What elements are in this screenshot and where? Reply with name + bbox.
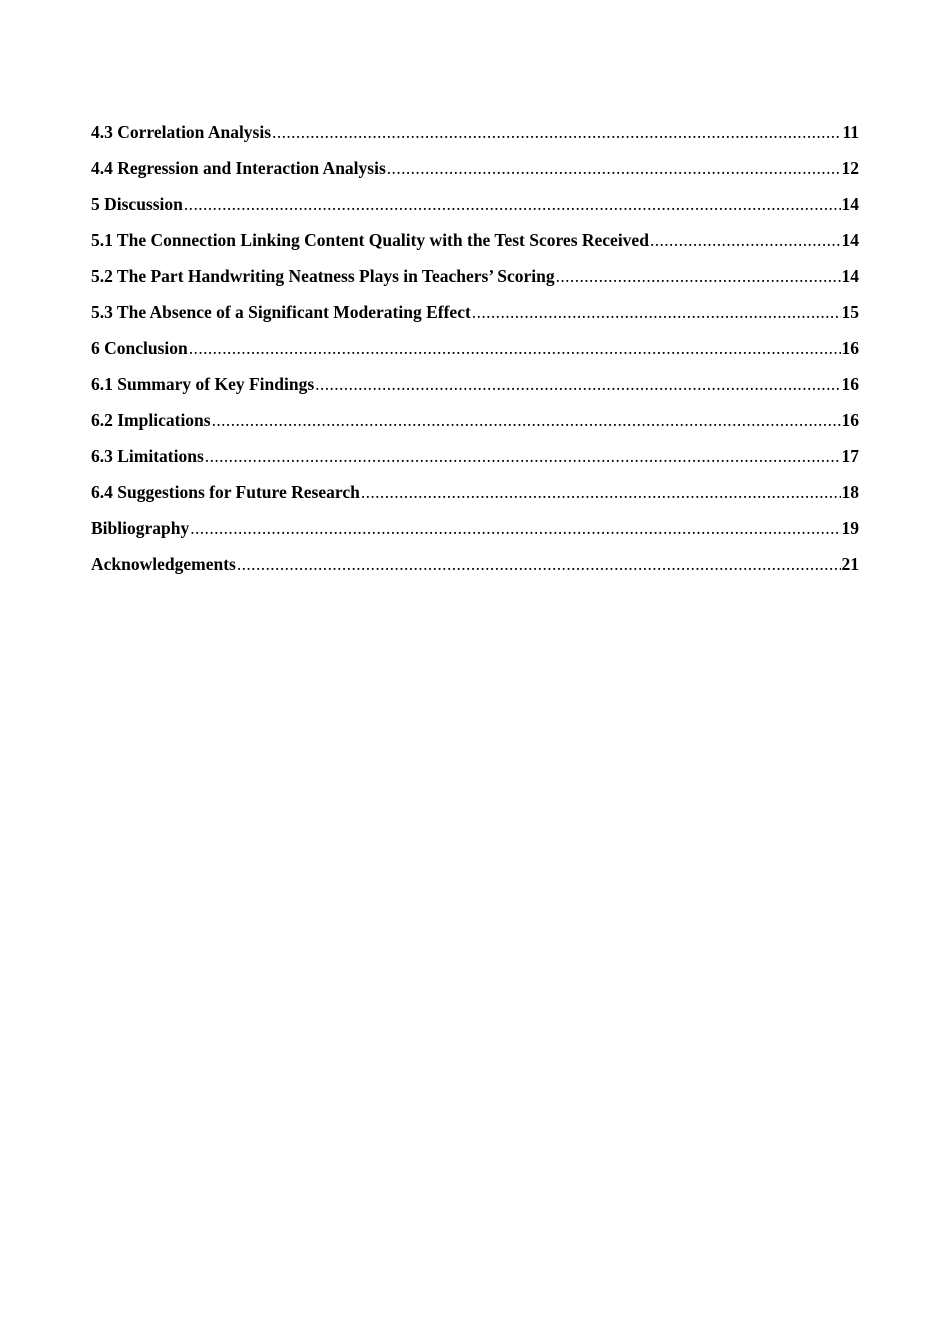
toc-dot-leader — [212, 410, 841, 431]
toc-dot-leader — [315, 374, 840, 395]
toc-dot-leader — [205, 446, 841, 467]
toc-dot-leader — [650, 230, 841, 251]
table-of-contents — [91, 122, 859, 590]
toc-entry-page: 16 — [841, 338, 859, 358]
toc-entry-4-3[interactable] — [91, 122, 859, 158]
toc-entry-page: 15 — [841, 302, 859, 322]
toc-entry-5-3[interactable] — [91, 302, 859, 338]
toc-entry-title: 5 Discussion — [91, 194, 183, 214]
toc-dot-leader — [361, 482, 841, 503]
toc-entry-title: 5.3 The Absence of a Significant Moderating Effect — [91, 302, 471, 322]
toc-entry-6[interactable] — [91, 338, 859, 374]
toc-entry-title: 6.1 Summary of Key Findings — [91, 374, 315, 394]
toc-entry-acknowledgements[interactable] — [91, 554, 859, 590]
toc-entry-title: 6.3 Limitations — [91, 446, 204, 466]
toc-entry-title: 5.2 The Part Handwriting Neatness Plays in Teachers’ Scoring — [91, 266, 555, 286]
toc-entry-page: 18 — [841, 482, 859, 502]
toc-dot-leader — [472, 302, 841, 323]
toc-entry-5-1[interactable] — [91, 230, 859, 266]
toc-entry-title: 6.2 Implications — [91, 410, 211, 430]
toc-entry-title: 6.4 Suggestions for Future Research — [91, 482, 360, 502]
toc-entry-page: 19 — [841, 518, 859, 538]
toc-entry-page: 17 — [841, 446, 859, 466]
toc-entry-page: 12 — [841, 158, 859, 178]
toc-entry-4-4[interactable] — [91, 158, 859, 194]
toc-entry-page: 11 — [842, 122, 859, 142]
toc-entry-page: 14 — [841, 266, 859, 286]
toc-entry-title: Acknowledgements — [91, 554, 236, 574]
toc-entry-5-2[interactable] — [91, 266, 859, 302]
toc-entry-title: 5.1 The Connection Linking Content Quality with the Test Scores Received — [91, 230, 649, 250]
toc-dot-leader — [556, 266, 841, 287]
toc-entry-page: 14 — [841, 194, 859, 214]
toc-dot-leader — [237, 554, 841, 575]
toc-entry-title: 4.4 Regression and Interaction Analysis — [91, 158, 386, 178]
toc-dot-leader — [387, 158, 841, 179]
toc-entry-page: 14 — [841, 230, 859, 250]
toc-entry-6-4[interactable] — [91, 482, 859, 518]
toc-entry-5[interactable] — [91, 194, 859, 230]
toc-dot-leader — [190, 518, 840, 539]
toc-entry-page: 16 — [841, 410, 859, 430]
toc-entry-page: 21 — [841, 554, 859, 574]
toc-dot-leader — [184, 194, 841, 215]
toc-entry-title: 4.3 Correlation Analysis — [91, 122, 272, 142]
toc-entry-title: Bibliography — [91, 518, 190, 538]
toc-entry-bibliography[interactable] — [91, 518, 859, 554]
toc-entry-title: 6 Conclusion — [91, 338, 188, 358]
toc-entry-page: 16 — [841, 374, 859, 394]
toc-entry-6-2[interactable] — [91, 410, 859, 446]
toc-entry-6-1[interactable] — [91, 374, 859, 410]
toc-dot-leader — [272, 122, 841, 143]
toc-dot-leader — [189, 338, 841, 359]
toc-entry-6-3[interactable] — [91, 446, 859, 482]
